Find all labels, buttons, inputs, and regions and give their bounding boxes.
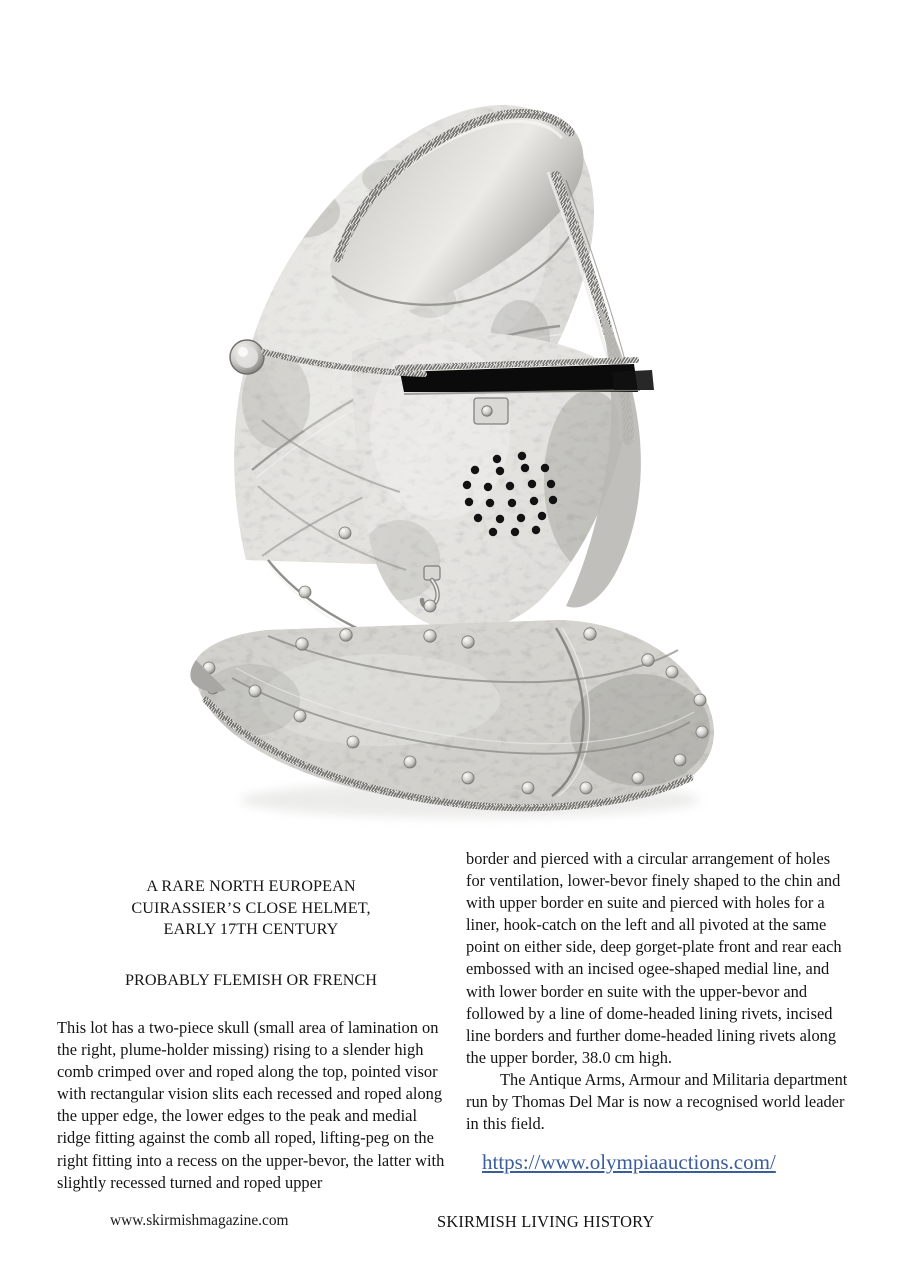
photo-grain-overlay <box>180 95 725 815</box>
footer-website[interactable]: www.skirmishmagazine.com <box>110 1212 289 1229</box>
close-helmet <box>180 90 730 820</box>
lot-title-line-3: EARLY 17TH CENTURY <box>163 920 339 938</box>
footer-magazine-title: SKIRMISH LIVING HISTORY <box>437 1212 655 1231</box>
lot-description-left: This lot has a two-piece skull (small area of lamination on the right, plume-holder missing) rising to a slender high comb crimped over and roped along the top, pointed visor with rectangular vision slits each recessed and roped along the upper edge, the lower edges to the peak and medial ridge fitting against the comb all roped, lifting-peg on the right fitting into a recess on the upper-bevor, the latter with slightly recessed turned and roped upper <box>57 1018 445 1192</box>
lot-description-right: border and pierced with a circular arrangement of holes for ventilation, lower-bevor finely shaped to the chin and with upper border en suite and pierced with holes for a liner, hook-catch on the left and all pivoted at the same point on either side, deep gorget-plate front and rear each embossed with an incised ogee-shaped medial line, and with lower border en suite with the upper-bevor and followed by a line of dome-headed lining rivets, incised line borders and further dome-headed lining rivets along the upper border, 38.0 cm high. <box>466 849 842 1067</box>
lot-title-line-1: A RARE NORTH EUROPEAN <box>146 877 356 895</box>
lot-title-line-2: CUIRASSIER’S CLOSE HELMET, <box>131 898 371 917</box>
page-footer <box>0 1212 905 1252</box>
article-columns <box>0 848 905 1208</box>
department-note: The Antique Arms, Armour and Militaria department run by Thomas Del Mar is now a recognised world leader in this field. <box>466 1069 848 1134</box>
lot-subtitle: PROBABLY FLEMISH OR FRENCH <box>125 970 377 989</box>
auction-url-link[interactable]: https://www.olympiaauctions.com/ <box>482 1150 776 1175</box>
lot-title <box>57 848 445 941</box>
auction-url-line <box>466 1135 848 1175</box>
left-column <box>57 848 445 1194</box>
right-column <box>466 848 848 1175</box>
